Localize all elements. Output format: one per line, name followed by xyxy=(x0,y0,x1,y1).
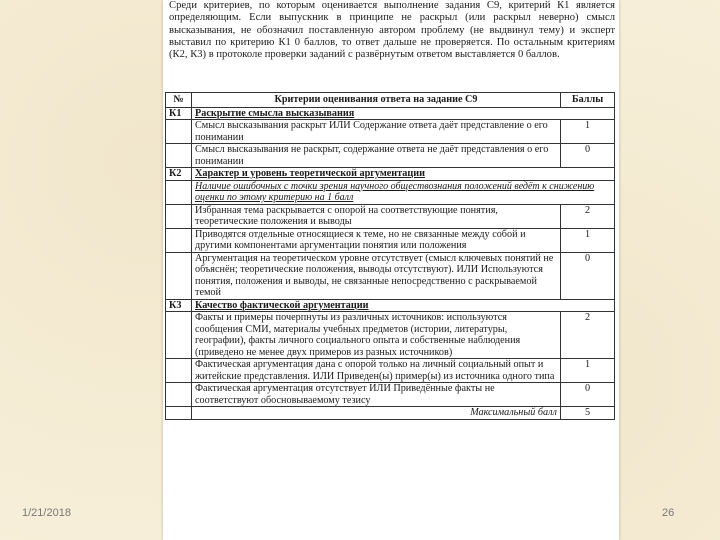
criterion-k1-title: Раскрытие смысла высказывания xyxy=(192,107,615,120)
scanned-document xyxy=(163,0,619,540)
criterion-k2-level-text: Аргументация на теоретическом уровне отсутствует (смысл ключевых понятий не объяснён; теоретические положения, выводы отсутствуют). ИЛИ Используются понятия, положения и выводы, не связанные непосредственно с раскрываемой темой xyxy=(192,252,561,299)
criteria-table xyxy=(165,92,615,420)
criterion-k1-level-text: Смысл высказывания не раскрыт, содержание ответа не даёт представления о его понимании xyxy=(192,144,561,168)
criterion-k2-number: К2 xyxy=(166,168,192,181)
criterion-k3-level-text: Факты и примеры почерпнуты из различных источников: используются сообщения СМИ, материалы учебных предметов (истории, литературы, географии), факты личного социального опыта и собственные наблюдения (приведено не менее двух примеров из разных источников) xyxy=(192,312,561,359)
criterion-k2-title-row xyxy=(166,168,615,181)
criterion-k1-level-score: 1 xyxy=(561,120,615,144)
table-header-row xyxy=(166,93,615,108)
table-row xyxy=(166,204,615,228)
criterion-k3-title-row xyxy=(166,299,615,312)
table-row xyxy=(166,383,615,407)
criterion-k2-title: Характер и уровень теоретической аргументации xyxy=(192,168,615,181)
criterion-k3-level-score: 0 xyxy=(561,383,615,407)
criterion-k2-level-text: Приводятся отдельные относящиеся к теме, но не связанные между собой и другими компонентами аргументации понятия или положения xyxy=(192,228,561,252)
criterion-k3-level-score: 1 xyxy=(561,359,615,383)
slide-page-number: 26 xyxy=(662,507,675,519)
table-row xyxy=(166,144,615,168)
criterion-k2-note-row xyxy=(166,180,615,204)
intro-paragraph: Среди критериев, по которым оценивается выполнение задания С9, критерий К1 является определяющим. Если выпускник в принципе не раскрыл (или раскрыл неверно) смысл высказывания, не обозначил поставленную автором проблему (не выдвинул тему) и эксперт выставил по критерию К1 0 баллов, то ответ дальше не проверяется. По остальным критериям (К2, К3) в протоколе проверки заданий с развёрнутым ответом выставляется 0 баллов. xyxy=(169,0,615,61)
column-header-criteria: Критерии оценивания ответа на задание С9 xyxy=(192,93,561,108)
total-row xyxy=(166,407,615,420)
column-header-number: № xyxy=(166,93,192,108)
table-row xyxy=(166,228,615,252)
criterion-k3-number: К3 xyxy=(166,299,192,312)
criterion-k2-note: Наличие ошибочных с точки зрения научного обществознания положений ведёт к снижению оценки по этому критерию на 1 балл xyxy=(192,180,615,204)
table-row xyxy=(166,120,615,144)
total-score: 5 xyxy=(561,407,615,420)
total-label: Максимальный балл xyxy=(192,407,561,420)
criterion-k1-number: К1 xyxy=(166,107,192,120)
column-header-score: Баллы xyxy=(561,93,615,108)
criterion-k2-level-score: 2 xyxy=(561,204,615,228)
criterion-k1-level-text: Смысл высказывания раскрыт ИЛИ Содержание ответа даёт представление о его понимании xyxy=(192,120,561,144)
criterion-k3-title: Качество фактической аргументации xyxy=(192,299,615,312)
criterion-k3-level-score: 2 xyxy=(561,312,615,359)
table-row xyxy=(166,252,615,299)
criterion-k3-level-text: Фактическая аргументация дана с опорой только на личный социальный опыт и житейские представления. ИЛИ Приведен(ы) пример(ы) из источника одного типа xyxy=(192,359,561,383)
table-row xyxy=(166,312,615,359)
slide-date: 1/21/2018 xyxy=(22,507,71,519)
criterion-k2-level-score: 1 xyxy=(561,228,615,252)
criterion-k2-level-text: Избранная тема раскрывается с опорой на соответствующие понятия, теоретические положения и выводы xyxy=(192,204,561,228)
criterion-k1-title-row xyxy=(166,107,615,120)
criterion-k3-level-text: Фактическая аргументация отсутствует ИЛИ Приведённые факты не соответствуют обосновываемому тезису xyxy=(192,383,561,407)
criterion-k1-level-score: 0 xyxy=(561,144,615,168)
table-row xyxy=(166,359,615,383)
criterion-k2-level-score: 0 xyxy=(561,252,615,299)
